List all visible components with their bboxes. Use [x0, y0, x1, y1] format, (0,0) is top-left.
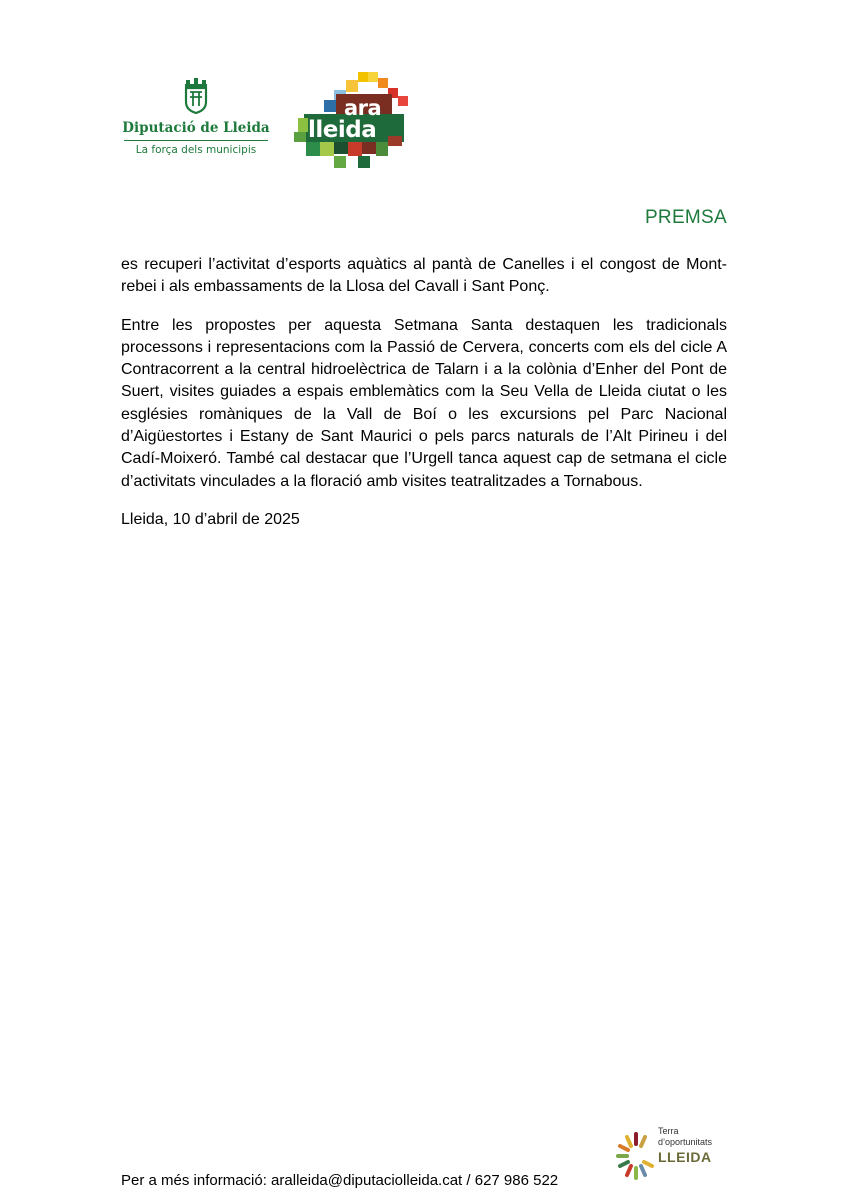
- org-tagline: La força dels municipis: [135, 144, 257, 156]
- paragraph-2: Entre les propostes per aquesta Setmana Santa destaquen les tradicionals processons i representacions com la Passió de Cervera, concerts com els del cicle A Contracorrent a la central hidroelèctrica de Talarn i a la colònia d’Enher del Pont de Suert, visites guiades a espais emblemàtics com la Seu Vella de Lleida ciutat o les esglésies romàniques de la Vall de Boí o les excursions pel Parc Nacional d’Aigüestortes i Estany de Sant Maurici o pels parcs naturals de l’Alt Pirineu i del Cadí-Moixeró. També cal destacar que l’Urgell tanca aquest cap de setmana el cicle d’activitats vinculades a la floració amb visites teatralitzades a Tornabous.: [121, 316, 727, 490]
- diputacio-logo: [122, 74, 270, 164]
- logo-line-2: d’oportunitats: [658, 1137, 713, 1147]
- dateline: Lleida, 10 d’abril de 2025: [121, 510, 300, 528]
- org-name: Diputació de Lleida: [122, 120, 270, 136]
- logo-line-3: LLEIDA: [658, 1149, 712, 1165]
- diputacio-shield-icon: [182, 78, 210, 114]
- footer-contact: Per a més informació: aralleida@diputaciolleida.cat / 627 986 522: [121, 1172, 559, 1189]
- brand-word-ara: ara: [344, 96, 382, 120]
- logo-divider: [124, 140, 268, 141]
- brand-word-lleida: lleida: [308, 117, 377, 143]
- paragraph-1: es recuperi l’activitat d’esports aquàtics al pantà de Canelles i el congost de Mont-rebei i als embassaments de la Llosa del Cavall i Sant Ponç.: [121, 256, 727, 296]
- document-body: [121, 254, 727, 547]
- section-label: PREMSA: [644, 207, 727, 228]
- ara-lleida-logo: [294, 70, 412, 172]
- terra-oportunitats-logo: [614, 1124, 728, 1182]
- logo-line-1: Terra: [658, 1126, 679, 1136]
- terra-oportunitats-sunburst-icon: [614, 1124, 658, 1182]
